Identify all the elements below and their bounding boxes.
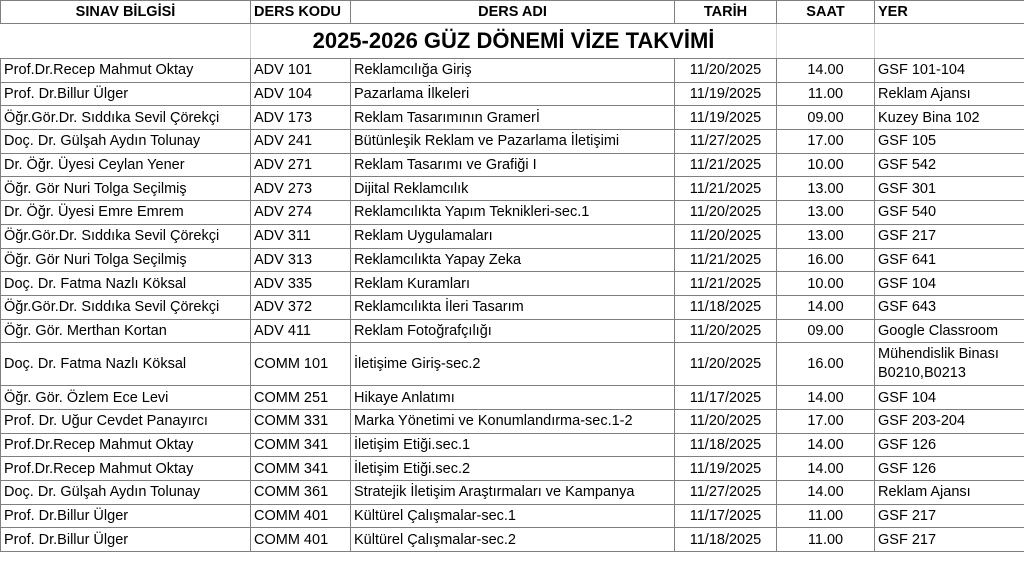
cell-time: 09.00 (777, 319, 875, 343)
cell-course-name: Kültürel Çalışmalar-sec.1 (351, 504, 675, 528)
cell-date: 11/21/2025 (675, 248, 777, 272)
cell-date: 11/20/2025 (675, 409, 777, 433)
table-row (1, 248, 1024, 272)
cell-course-name: İletişim Etiği.sec.2 (351, 457, 675, 481)
table-row (1, 504, 1024, 528)
cell-instructor: Prof. Dr.Billur Ülger (1, 528, 251, 552)
cell-course-name: Reklam Fotoğrafçılığı (351, 319, 675, 343)
cell-time: 14.00 (777, 433, 875, 457)
cell-time: 14.00 (777, 295, 875, 319)
table-row (1, 457, 1024, 481)
cell-course-code: COMM 101 (251, 343, 351, 386)
cell-course-name: Kültürel Çalışmalar-sec.2 (351, 528, 675, 552)
cell-course-name: Reklamcılıkta Yapay Zeka (351, 248, 675, 272)
cell-place: GSF 301 (875, 177, 1024, 201)
cell-time: 11.00 (777, 528, 875, 552)
header-place: YER (875, 1, 1024, 24)
table-row (1, 272, 1024, 296)
empty-cell (777, 24, 875, 59)
table-row (1, 295, 1024, 319)
cell-instructor: Prof. Dr. Uğur Cevdet Panayırcı (1, 409, 251, 433)
cell-course-code: COMM 401 (251, 528, 351, 552)
table-row (1, 386, 1024, 410)
cell-course-code: ADV 372 (251, 295, 351, 319)
page-title: 2025-2026 GÜZ DÖNEMİ VİZE TAKVİMİ (251, 24, 777, 59)
cell-instructor: Öğr.Gör.Dr. Sıddıka Sevil Çörekçi (1, 106, 251, 130)
cell-course-code: ADV 335 (251, 272, 351, 296)
cell-place: GSF 217 (875, 224, 1024, 248)
cell-date: 11/20/2025 (675, 59, 777, 83)
cell-instructor: Öğr.Gör.Dr. Sıddıka Sevil Çörekçi (1, 295, 251, 319)
cell-course-name: Bütünleşik Reklam ve Pazarlama İletişimi (351, 130, 675, 154)
cell-time: 17.00 (777, 409, 875, 433)
cell-time: 14.00 (777, 59, 875, 83)
title-row (1, 24, 1024, 59)
cell-time: 17.00 (777, 130, 875, 154)
cell-place: GSF 643 (875, 295, 1024, 319)
header-instructor: SINAV BİLGİSİ (1, 1, 251, 24)
table-row (1, 201, 1024, 225)
cell-time: 14.00 (777, 481, 875, 505)
cell-instructor: Prof. Dr.Billur Ülger (1, 82, 251, 106)
cell-date: 11/19/2025 (675, 106, 777, 130)
cell-time: 13.00 (777, 201, 875, 225)
cell-place: Mühendislik Binası B0210,B0213 (875, 343, 1024, 386)
cell-instructor: Öğr. Gör. Özlem Ece Levi (1, 386, 251, 410)
cell-course-code: ADV 104 (251, 82, 351, 106)
cell-place: GSF 101-104 (875, 59, 1024, 83)
cell-instructor: Dr. Öğr. Üyesi Emre Emrem (1, 201, 251, 225)
cell-date: 11/21/2025 (675, 272, 777, 296)
cell-instructor: Dr. Öğr. Üyesi Ceylan Yener (1, 153, 251, 177)
cell-instructor: Prof. Dr.Billur Ülger (1, 504, 251, 528)
cell-course-name: Reklam Uygulamaları (351, 224, 675, 248)
cell-place: GSF 126 (875, 433, 1024, 457)
table-row (1, 343, 1024, 386)
cell-date: 11/18/2025 (675, 528, 777, 552)
header-code: DERS KODU (251, 1, 351, 24)
cell-course-code: ADV 274 (251, 201, 351, 225)
cell-course-name: Reklamcılığa Giriş (351, 59, 675, 83)
cell-instructor: Doç. Dr. Fatma Nazlı Köksal (1, 272, 251, 296)
cell-time: 14.00 (777, 457, 875, 481)
cell-course-name: İletişim Etiği.sec.1 (351, 433, 675, 457)
cell-place: GSF 542 (875, 153, 1024, 177)
cell-date: 11/20/2025 (675, 319, 777, 343)
cell-course-name: Marka Yönetimi ve Konumlandırma-sec.1-2 (351, 409, 675, 433)
cell-time: 10.00 (777, 153, 875, 177)
cell-date: 11/20/2025 (675, 224, 777, 248)
table-row (1, 433, 1024, 457)
cell-date: 11/18/2025 (675, 433, 777, 457)
empty-cell (1, 24, 251, 59)
cell-instructor: Doç. Dr. Gülşah Aydın Tolunay (1, 481, 251, 505)
cell-course-name: Pazarlama İlkeleri (351, 82, 675, 106)
cell-place: GSF 104 (875, 272, 1024, 296)
table-row (1, 82, 1024, 106)
cell-date: 11/27/2025 (675, 130, 777, 154)
cell-course-name: Reklam Tasarımı ve Grafiği I (351, 153, 675, 177)
cell-instructor: Prof.Dr.Recep Mahmut Oktay (1, 59, 251, 83)
cell-date: 11/17/2025 (675, 386, 777, 410)
table-row (1, 409, 1024, 433)
cell-instructor: Doç. Dr. Fatma Nazlı Köksal (1, 343, 251, 386)
cell-time: 13.00 (777, 177, 875, 201)
cell-instructor: Öğr.Gör.Dr. Sıddıka Sevil Çörekçi (1, 224, 251, 248)
cell-instructor: Öğr. Gör Nuri Tolga Seçilmiş (1, 248, 251, 272)
cell-course-code: COMM 251 (251, 386, 351, 410)
cell-course-code: COMM 341 (251, 457, 351, 481)
cell-course-name: Reklam Tasarımının Gramerİ (351, 106, 675, 130)
cell-date: 11/21/2025 (675, 177, 777, 201)
table-row (1, 106, 1024, 130)
empty-cell (875, 24, 1024, 59)
cell-time: 09.00 (777, 106, 875, 130)
cell-time: 10.00 (777, 272, 875, 296)
table-row (1, 319, 1024, 343)
table-row (1, 481, 1024, 505)
table-row (1, 528, 1024, 552)
cell-time: 16.00 (777, 343, 875, 386)
cell-course-code: ADV 313 (251, 248, 351, 272)
cell-place: GSF 104 (875, 386, 1024, 410)
cell-course-name: Stratejik İletişim Araştırmaları ve Kampanya (351, 481, 675, 505)
cell-date: 11/19/2025 (675, 82, 777, 106)
cell-time: 16.00 (777, 248, 875, 272)
cell-place: GSF 540 (875, 201, 1024, 225)
cell-place: GSF 105 (875, 130, 1024, 154)
cell-date: 11/21/2025 (675, 153, 777, 177)
cell-course-code: ADV 173 (251, 106, 351, 130)
cell-course-code: ADV 411 (251, 319, 351, 343)
cell-course-code: ADV 101 (251, 59, 351, 83)
cell-place: GSF 217 (875, 528, 1024, 552)
header-row (1, 1, 1024, 24)
table-row (1, 59, 1024, 83)
cell-course-name: Reklamcılıkta Yapım Teknikleri-sec.1 (351, 201, 675, 225)
cell-instructor: Prof.Dr.Recep Mahmut Oktay (1, 433, 251, 457)
cell-course-code: COMM 341 (251, 433, 351, 457)
cell-place: Google Classroom (875, 319, 1024, 343)
cell-course-name: Dijital Reklamcılık (351, 177, 675, 201)
table-row (1, 130, 1024, 154)
cell-date: 11/17/2025 (675, 504, 777, 528)
cell-course-code: COMM 331 (251, 409, 351, 433)
cell-place: GSF 203-204 (875, 409, 1024, 433)
cell-course-code: ADV 311 (251, 224, 351, 248)
cell-time: 13.00 (777, 224, 875, 248)
cell-place: GSF 217 (875, 504, 1024, 528)
cell-date: 11/27/2025 (675, 481, 777, 505)
cell-place: GSF 126 (875, 457, 1024, 481)
cell-course-code: ADV 241 (251, 130, 351, 154)
cell-time: 11.00 (777, 82, 875, 106)
cell-date: 11/19/2025 (675, 457, 777, 481)
cell-date: 11/18/2025 (675, 295, 777, 319)
cell-instructor: Doç. Dr. Gülşah Aydın Tolunay (1, 130, 251, 154)
cell-time: 14.00 (777, 386, 875, 410)
cell-date: 11/20/2025 (675, 343, 777, 386)
cell-place: Reklam Ajansı (875, 82, 1024, 106)
cell-instructor: Öğr. Gör. Merthan Kortan (1, 319, 251, 343)
cell-course-name: Reklam Kuramları (351, 272, 675, 296)
table-row (1, 153, 1024, 177)
cell-course-code: COMM 361 (251, 481, 351, 505)
cell-course-code: ADV 271 (251, 153, 351, 177)
cell-instructor: Öğr. Gör Nuri Tolga Seçilmiş (1, 177, 251, 201)
cell-course-name: Reklamcılıkta İleri Tasarım (351, 295, 675, 319)
cell-date: 11/20/2025 (675, 201, 777, 225)
cell-place: GSF 641 (875, 248, 1024, 272)
cell-course-name: Hikaye Anlatımı (351, 386, 675, 410)
table-row (1, 177, 1024, 201)
header-date: TARİH (675, 1, 777, 24)
header-time: SAAT (777, 1, 875, 24)
cell-place: Kuzey Bina 102 (875, 106, 1024, 130)
cell-course-code: COMM 401 (251, 504, 351, 528)
header-course: DERS ADI (351, 1, 675, 24)
cell-course-code: ADV 273 (251, 177, 351, 201)
cell-time: 11.00 (777, 504, 875, 528)
table-row (1, 224, 1024, 248)
cell-place: Reklam Ajansı (875, 481, 1024, 505)
table-body (1, 59, 1024, 552)
cell-course-name: İletişime Giriş-sec.2 (351, 343, 675, 386)
cell-instructor: Prof.Dr.Recep Mahmut Oktay (1, 457, 251, 481)
